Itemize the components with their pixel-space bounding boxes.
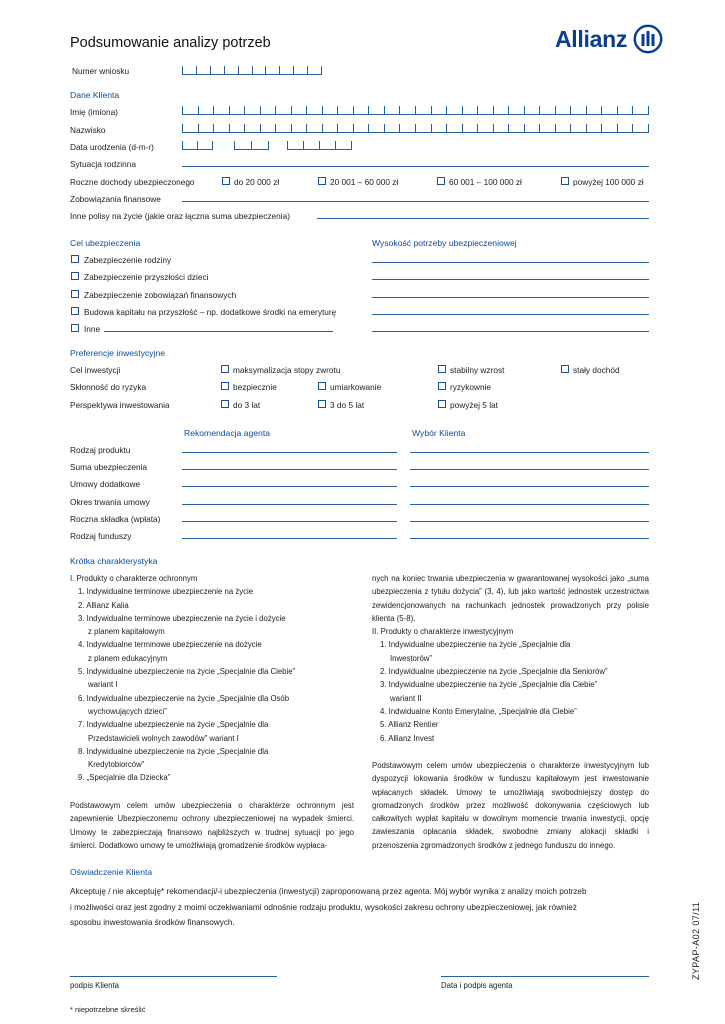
product-item: 4. Indwidualne Konto Emerytalne, „Specjalnie dla Ciebie” [380,706,577,716]
investment-products-paragraph: Podstawowym celem umów ubezpieczenia o charakterze inwestycyjnym lub dyspozycji lokowania środków w funduszu kapitałowym jest inwestowanie wpłacanych składek. Umowy te umożliwiają swobodniejszy dostęp do gromadzonych środków przez możliwość dokonywania częściowych lub całkowitych wypłat kapitału w dowolnym momencie trwania inwestycji, opcję zawieszania opłacania składek, swobodne zmiany alokacji składki i przenoszenia zgromadzonych środków z jednego funduszu do innego. [372,761,649,850]
client-choice-line[interactable] [410,469,649,470]
goal-option-label: Zabezpieczenie zobowiązań finansowych [84,290,237,300]
need-line[interactable] [372,297,649,298]
product-item-continuation: Inwestorów” [390,653,433,663]
preference-checkbox[interactable] [561,365,569,373]
statement-section-heading: Oświadczenie Klienta [70,867,153,877]
goal-checkbox[interactable] [71,290,79,298]
product-item: 3. Indywidualne terminowe ubezpieczenie na życie i dożycie [78,613,286,623]
product-item-continuation: wariant I [88,680,118,690]
client-signature-line[interactable] [70,976,277,977]
obligations-label: Zobowiązania finansowe [70,194,161,204]
client-choice-line[interactable] [410,521,649,522]
product-item-continuation: wychowujących dzieci” [88,706,167,716]
goal-option-label: Zabezpieczenie rodziny [84,255,172,265]
application-number-label: Numer wniosku [72,66,130,76]
birth-date-label: Data urodzenia (d-m-r) [70,142,154,152]
family-status-label: Sytuacja rodzinna [70,159,136,169]
agent-signature-line[interactable] [441,976,649,977]
recommendation-row-label: Rodzaj produktu [70,445,131,455]
statement-line: sposobu inwestowania środków finansowych. [70,918,235,927]
client-choice-line[interactable] [410,452,649,453]
agent-recommendation-line[interactable] [182,504,397,505]
product-item: 4. Indywidualne terminowe ubezpieczenie na dożycie [78,640,262,650]
preference-checkbox[interactable] [438,365,446,373]
page-title: Podsumowanie analizy potrzeb [70,35,271,51]
allianz-eagle-icon [633,24,663,54]
surname-label: Nazwisko [70,125,106,135]
need-line[interactable] [372,314,649,315]
goal-option-label: Zabezpieczenie przyszłości dzieci [84,272,209,282]
goal-checkbox[interactable] [71,255,79,263]
allianz-logo [555,24,663,54]
need-line[interactable] [372,279,649,280]
birth-month-field[interactable] [234,141,269,150]
protective-products-paragraph-continued: nych na koniec trwania ubezpieczenia w gwarantowanej wysokości jako „suma ubezpieczenia z tytułu dożycia” (3, 4), lub jako wartość jednostek uczestnictwa zewidencjonowanych na rachunkach jednostek prowadzonych przy polisie klienta (5-8). [372,574,649,623]
preference-option-label: powyżej 5 lat [450,400,498,410]
application-number-field[interactable] [182,66,322,75]
product-item: 3. Indywidualne ubezpieczenie na życie „Specjalnie dla Ciebie” [380,680,598,690]
recommendation-row-label: Okres trwania umowy [70,497,150,507]
income-label: Roczne dochody ubezpieczonego [70,177,195,187]
agent-recommendation-line[interactable] [182,538,397,539]
preference-checkbox[interactable] [438,382,446,390]
preferences-section-heading: Preferencje inwestycyjne [70,348,166,358]
preference-row-label: Skłonność do ryzyka [70,382,147,392]
income-option-label: 20 001 – 60 000 zł [330,177,399,187]
first-names-label: Imię (imiona) [70,107,118,117]
product-item-continuation: wariant II [390,693,422,703]
birth-day-field[interactable] [182,141,213,150]
preference-checkbox[interactable] [318,400,326,408]
goal-checkbox[interactable] [71,324,79,332]
first-names-field[interactable] [182,106,649,115]
product-item-continuation: z planem edukacyjnym [88,653,168,663]
goal-other-line[interactable] [104,331,333,332]
agent-recommendation-line[interactable] [182,521,397,522]
income-option-checkbox[interactable] [318,177,326,185]
preference-option-label: maksymalizacja stopy zwrotu [233,365,341,375]
client-section-heading: Dane Klienta [70,90,120,100]
product-item: 2. Indywidualne ubezpieczenie na życie „Specjalnie dla Seniorów” [380,667,608,677]
client-choice-heading: Wybór Klienta [412,428,466,438]
summary-right-column [372,572,649,745]
product-item: 7. Indywidualne ubezpieczenie na życie „Specjalnie dla [78,720,269,730]
statement-line: i możliwości oraz jest zgodny z moimi oczekiwaniami odnośnie rodzaju produktu, wysokości zakresu ochrony ubezpieczeniowej, jak również [70,902,577,912]
preference-option-label: stabilny wzrost [450,365,505,375]
product-item: 2. Allianz Kalia [78,600,129,610]
product-item: 8. Indywidualne ubezpieczenie na życie „Specjalnie dla [78,746,269,756]
footnote: * niepotrzebne skreślić [70,1005,146,1014]
preference-row-label: Perspektywa inwestowania [70,400,170,410]
preference-checkbox[interactable] [221,382,229,390]
recommendation-row-label: Umowy dodatkowe [70,479,141,489]
product-item: 5. Allianz Rentier [380,720,439,730]
product-item-continuation: z planem kapitałowym [88,627,165,637]
product-item: 5. Indywidualne ubezpieczenie na życie „Specjalnie dla Ciebie” [78,667,296,677]
need-section-heading: Wysokość potrzeby ubezpieczeniowej [372,238,517,248]
agent-signature-label: Data i podpis agenta [441,981,513,990]
other-policies-label: Inne polisy na życie (jakie oraz łączna suma ubezpieczenia) [70,211,290,221]
product-item: 9. „Specjalnie dla Dziecka” [78,773,171,783]
income-option-label: do 20 000 zł [234,177,280,187]
statement-line: Akceptuję / nie akceptuję* rekomendacji/-i ubezpieczenia (inwestycji) zaproponowaną przez agenta. Mój wybór wynika z analizy moich potrzeb [70,887,587,896]
product-item: 6. Allianz Invest [380,733,435,743]
other-policies-line[interactable] [317,218,649,219]
preference-option-label: ryzykownie [450,382,492,392]
goal-section-heading: Cel ubezpieczenia [70,238,141,248]
need-line[interactable] [372,262,649,263]
summary-section-heading: Krótka charakterystyka [70,556,158,566]
preference-checkbox[interactable] [318,382,326,390]
preference-option-label: stały dochód [573,365,620,375]
product-group-heading: II. Produkty o charakterze inwestycyjnym [372,627,514,637]
brand-name: Allianz [555,25,628,52]
client-choice-line[interactable] [410,504,649,505]
product-item: 1. Indywidualne terminowe ubezpieczenie na życie [78,587,254,597]
income-option-label: powyżej 100 000 zł [573,177,644,187]
income-option-checkbox[interactable] [222,177,230,185]
surname-field[interactable] [182,124,649,133]
birth-year-field[interactable] [287,141,352,150]
client-choice-line[interactable] [410,538,649,539]
protective-products-paragraph: Podstawowym celem umów ubezpieczenia o charakterze ochronnym jest zapewnienie Ubezpieczonemu ochrony ubezpieczeniowej na wypadek śmierci. Umowy te zabezpieczają finansowo najbliższych w trudnej sytuacji po jego śmierci. Dodatkowo umowy te umożliwiają gromadzenie środków wypłaca- [70,801,354,850]
preference-option-label: umiarkowanie [330,382,382,392]
product-group-heading: I. Produkty o charakterze ochronnym [70,574,198,583]
agent-recommendation-heading: Rekomendacja agenta [184,428,270,438]
product-item-continuation: Kredytobiorców” [88,760,145,770]
goal-checkbox[interactable] [71,272,79,280]
preference-checkbox[interactable] [221,400,229,408]
preference-checkbox[interactable] [221,365,229,373]
agent-recommendation-line[interactable] [182,469,397,470]
agent-recommendation-line[interactable] [182,452,397,453]
summary-left-column [70,572,360,785]
family-status-line[interactable] [182,166,649,167]
need-line[interactable] [372,331,649,332]
form-code-text: ZYPAP-A02 07/11 [691,901,701,980]
statement-text [70,884,660,931]
client-choice-line[interactable] [410,486,649,487]
recommendation-row-label: Suma ubezpieczenia [70,462,148,472]
income-option-label: 60 001 – 100 000 zł [449,177,522,187]
form-code [691,880,703,980]
obligations-line[interactable] [182,201,649,202]
preference-option-label: 3 do 5 lat [330,400,365,410]
product-item: 6. Indywidualne ubezpieczenie na życie „Specjalnie dla Osób [78,693,290,703]
preference-row-label: Cel inwestycji [70,365,121,375]
income-option-checkbox[interactable] [437,177,445,185]
preference-option-label: do 3 lat [233,400,261,410]
goal-checkbox[interactable] [71,307,79,315]
product-item: 1. Indywidualne ubezpieczenie na życie „Specjalnie dla [380,640,571,650]
agent-recommendation-line[interactable] [182,486,397,487]
client-signature-label: podpis Klienta [70,981,119,990]
recommendation-row-label: Rodzaj funduszy [70,531,132,541]
goal-option-label: Inne [84,324,101,334]
goal-option-label: Budowa kapitału na przyszłość – np. dodatkowe środki na emeryturę [84,307,337,317]
preference-checkbox[interactable] [438,400,446,408]
recommendation-row-label: Roczna składka (wpłata) [70,514,161,524]
product-item-continuation: Przedstawicieli wolnych zawodów” wariant I [88,733,239,743]
preference-option-label: bezpiecznie [233,382,277,392]
income-option-checkbox[interactable] [561,177,569,185]
